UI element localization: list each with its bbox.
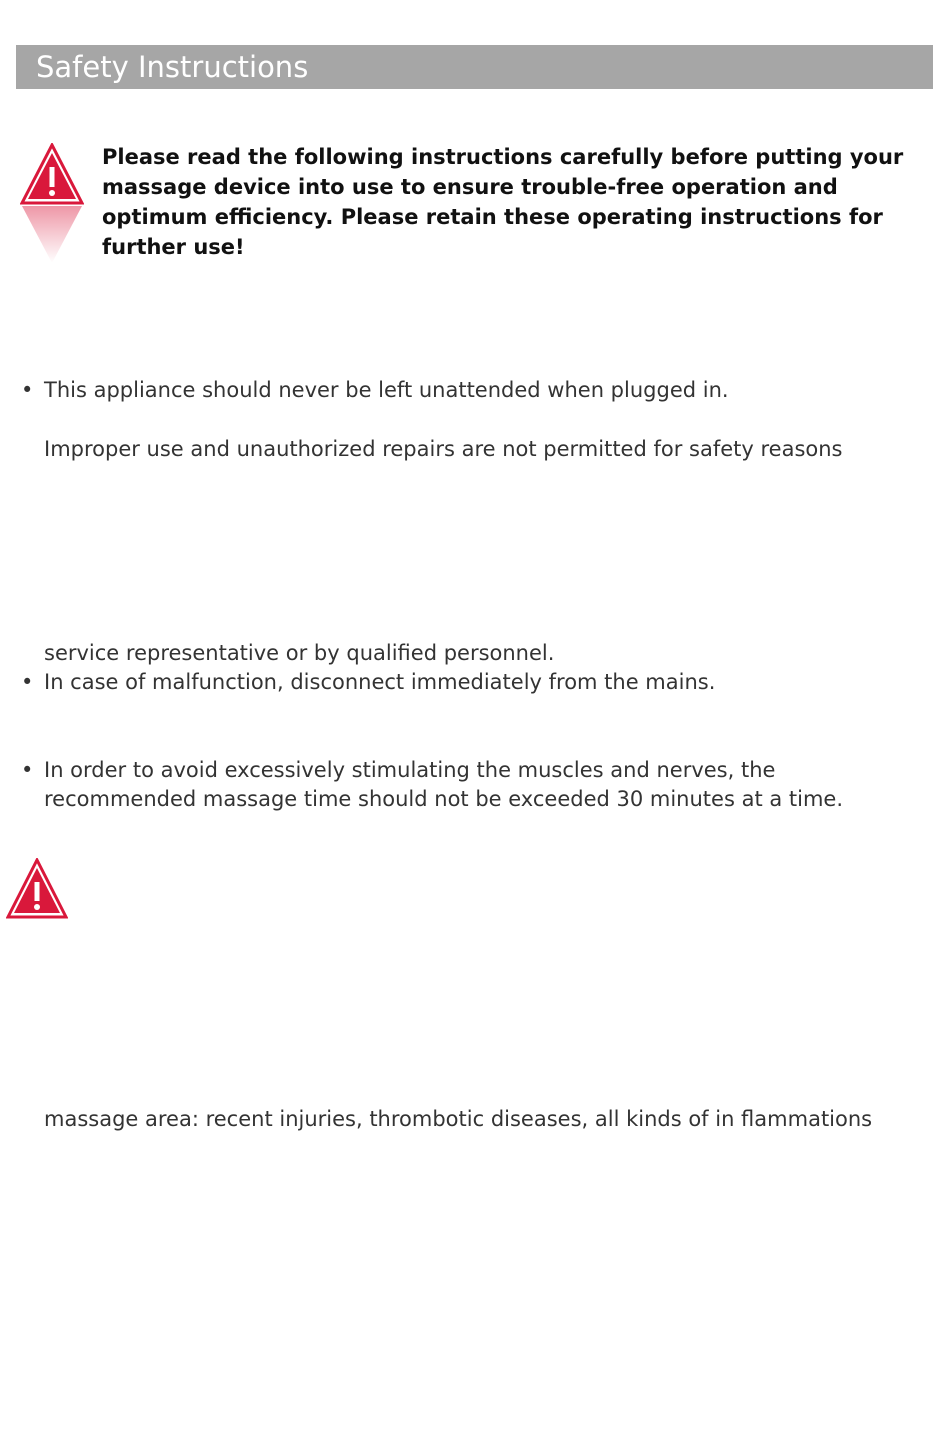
instruction-line: recommended massage time should not be exceeded 30 minutes at a time.: [44, 787, 844, 811]
instruction-line: massage area: recent injuries, thrombotic diseases, all kinds of in flammations: [44, 1107, 873, 1131]
warning-triangle-icon: [20, 143, 84, 265]
section-title: Safety Instructions: [36, 50, 309, 84]
instruction-line: In case of malfunction, disconnect immediately from the mains.: [44, 670, 716, 694]
bullet-marker: •: [21, 670, 34, 694]
bullet-marker: •: [21, 758, 34, 782]
instruction-line: This appliance should never be left unattended when plugged in.: [44, 378, 729, 402]
warning-triangle-icon: [6, 858, 68, 920]
section-header-bar: [16, 45, 933, 89]
intro-warning-text: Please read the following instructions carefully before putting your massage device into use to ensure trouble-free operation and optimum efficiency. Please retain these operating instructions for further use!: [102, 145, 904, 259]
instruction-line: Improper use and unauthorized repairs are not permitted for safety reasons: [44, 437, 843, 461]
instruction-line: service representative or by qualified personnel.: [44, 641, 555, 665]
instruction-line: In order to avoid excessively stimulating the muscles and nerves, the: [44, 758, 776, 782]
bullet-marker: •: [21, 378, 34, 402]
